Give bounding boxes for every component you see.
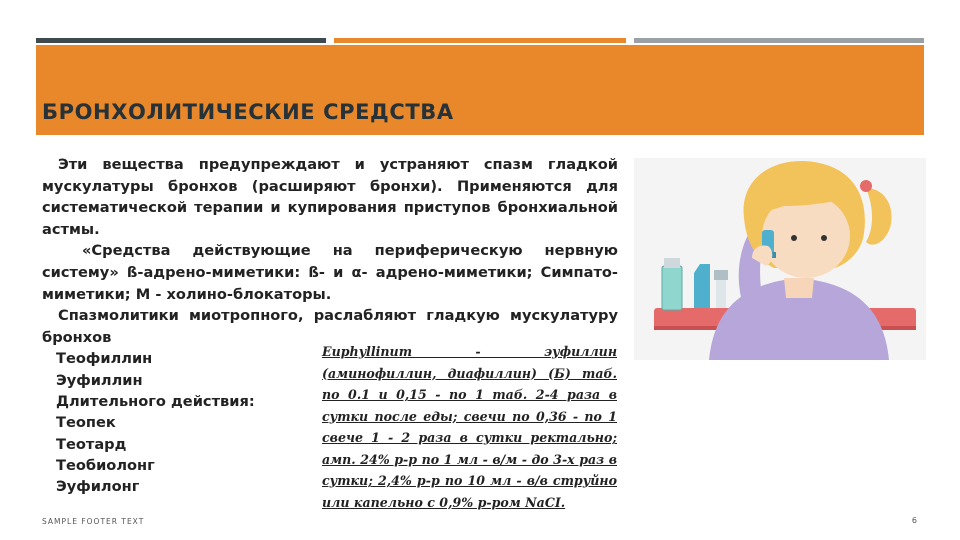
list-item: Теобиолонг [56, 456, 155, 474]
list-item: Эуфилонг [56, 478, 140, 496]
list-item: Теопек [56, 414, 116, 432]
footer-text: SAMPLE FOOTER TEXT [42, 517, 145, 526]
euphyllinum-note: Euphyllinum - эуфиллин (аминофиллин, диафиллин) (Б) таб. по 0.1 и 0,15 - по 1 таб. 2-4 раза в сутки после еды; свечи по 0,36 - по 1 свече 1 - 2 раза в сутки ректально; амп. 24% р-р по 1 мл - в/м - до 3-х раз в сутки; 2,4% р-р по 10 мл - в/в струйно или капельно с 0,9% р-ром NaCI. [322, 339, 617, 513]
top-bar-dark [36, 38, 326, 43]
list-item: Теофиллин [56, 350, 153, 368]
paragraph-peripheral: «Средства действующие на периферическую нервную систему» ß-адрено-миметики: ß- и α- адрено-миметики; Симпато-миметики; М - холино-блокаторы. [42, 242, 618, 303]
top-bar-grey [634, 38, 924, 43]
paragraph-intro: Эти вещества предупреждают и устраняют спазм гладкой мускулатуры бронхов (расширяют бронхи). Применяются для систематической терапии и купирования приступов бронхиальной астмы. [42, 156, 618, 238]
list-item: Теотард [56, 435, 127, 453]
top-bar-orange [334, 38, 626, 43]
slide-title: БРОНХОЛИТИЧЕСКИЕ СРЕДСТВА [42, 100, 454, 124]
list-item: Эуфиллин [56, 371, 143, 389]
paragraph-spasmolytics: Спазмолитики миотропного, раслабляют гладкую мускулатуру бронхов [42, 307, 618, 346]
girl-with-inhaler-icon [634, 158, 926, 360]
page-number: 6 [911, 516, 917, 525]
list-item: Длительного действия: [56, 392, 255, 410]
